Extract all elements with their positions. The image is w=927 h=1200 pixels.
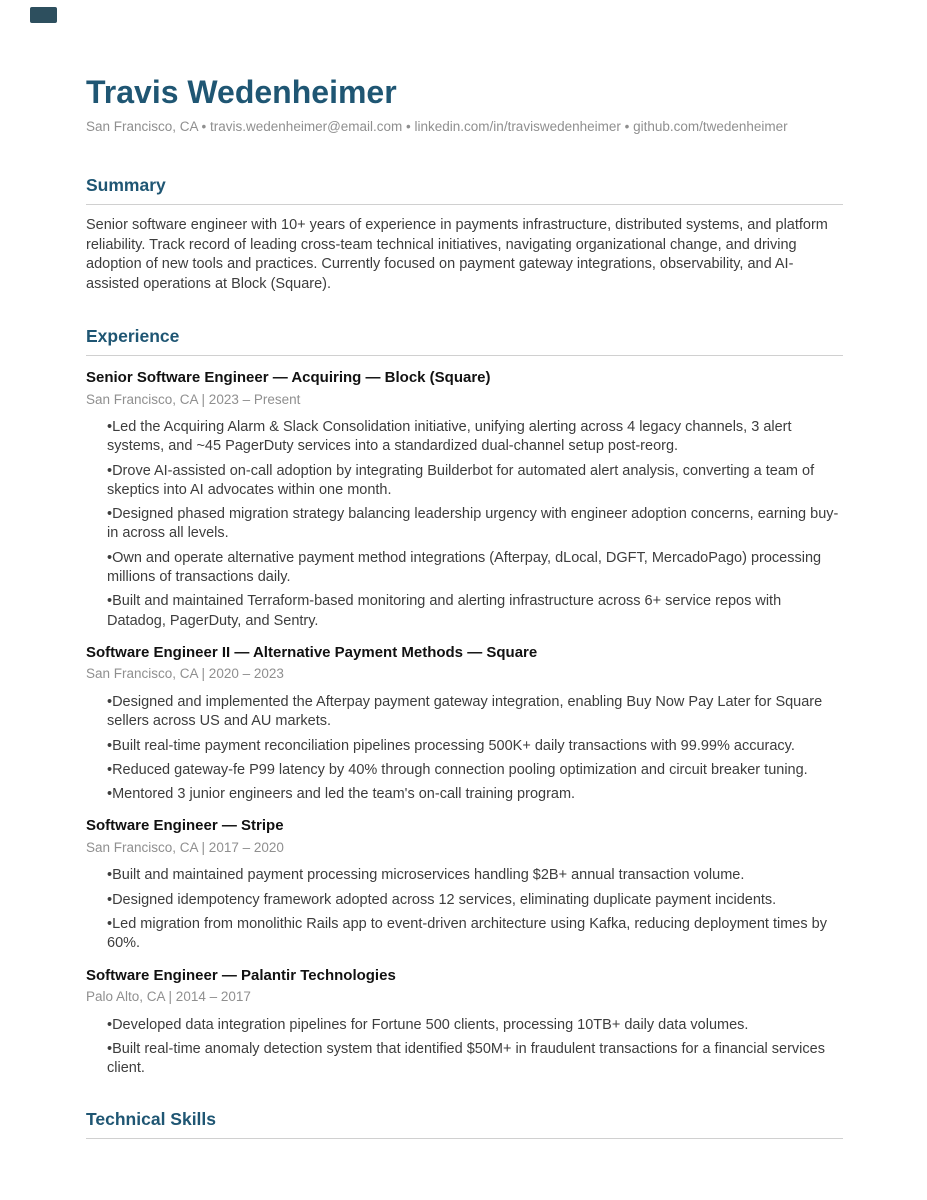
contact-line: San Francisco, CA • travis.wedenheimer@email.com • linkedin.com/in/traviswedenheimer • github.com/twedenheimer	[86, 118, 788, 134]
bullet-item: • Built real-time payment reconciliation pipelines processing 500K+ daily transactions with 99.99% accuracy.	[107, 737, 843, 756]
bullet-item: • Built and maintained payment processing microservices handling $2B+ annual transaction volume.	[107, 866, 843, 885]
job-entry	[86, 816, 843, 953]
person-name: Travis Wedenheimer	[86, 74, 397, 110]
skills-section	[86, 1109, 843, 1139]
bullet-item: • Led migration from monolithic Rails app to event-driven architecture using Kafka, reducing deployment times by 60%.	[107, 915, 843, 954]
job-entry	[86, 368, 843, 631]
summary-section	[86, 175, 843, 294]
job-title: Software Engineer II — Alternative Payment Methods — Square	[86, 643, 538, 661]
job-meta: San Francisco, CA | 2020 – 2023	[86, 666, 284, 682]
bullet-item: • Designed phased migration strategy balancing leadership urgency with engineer adoption concerns, earning buy-in across all levels.	[107, 505, 843, 544]
experience-heading: Experience	[86, 326, 843, 356]
job-title: Software Engineer — Palantir Technologies	[86, 966, 396, 984]
bullet-item: • Mentored 3 junior engineers and led the team's on-call training program.	[107, 785, 843, 804]
job-bullets	[86, 693, 843, 804]
summary-text: Senior software engineer with 10+ years of experience in payments infrastructure, distributed systems, and platform reliability. Track record of leading cross-team technical initiatives, navigating organizational change, and driving adoption of new tools and practices. Currently focused on payment gateway integrations, observability, and AI-assisted operations at Block (Square).	[86, 217, 828, 292]
job-meta: Palo Alto, CA | 2014 – 2017	[86, 989, 251, 1005]
job-entry	[86, 643, 843, 804]
job-bullets	[86, 866, 843, 953]
bullet-item: • Designed idempotency framework adopted across 12 services, eliminating duplicate payment incidents.	[107, 891, 843, 910]
summary-heading: Summary	[86, 175, 843, 205]
job-bullets	[86, 418, 843, 631]
bullet-item: • Developed data integration pipelines for Fortune 500 clients, processing 10TB+ daily data volumes.	[107, 1016, 843, 1035]
job-meta: San Francisco, CA | 2017 – 2020	[86, 839, 284, 855]
job-entry	[86, 966, 843, 1079]
job-meta: San Francisco, CA | 2023 – Present	[86, 391, 301, 407]
bullet-item: • Reduced gateway-fe P99 latency by 40% through connection pooling optimization and circuit breaker tuning.	[107, 761, 843, 780]
experience-section	[86, 326, 843, 1078]
job-title: Senior Software Engineer — Acquiring — Block (Square)	[86, 369, 491, 387]
bullet-item: • Built and maintained Terraform-based monitoring and alerting infrastructure across 6+ service repos with Datadog, PagerDuty, and Sentry.	[107, 592, 843, 631]
job-bullets	[86, 1016, 843, 1079]
bullet-item: • Designed and implemented the Afterpay payment gateway integration, enabling Buy Now Pay Later for Square sellers across US and AU markets.	[107, 693, 843, 732]
page-corner-accent	[30, 7, 57, 23]
job-title: Software Engineer — Stripe	[86, 817, 284, 835]
skills-heading: Technical Skills	[86, 1109, 843, 1139]
bullet-item: • Drove AI-assisted on-call adoption by integrating Builderbot for automated alert analysis, converting a team of skeptics into AI advocates within one month.	[107, 462, 843, 501]
bullet-item: • Built real-time anomaly detection system that identified $50M+ in fraudulent transactions for a financial services client.	[107, 1040, 843, 1079]
bullet-item: • Own and operate alternative payment method integrations (Afterpay, dLocal, DGFT, MercadoPago) processing millions of transactions daily.	[107, 549, 843, 588]
bullet-item: • Led the Acquiring Alarm & Slack Consolidation initiative, unifying alerting across 4 legacy channels, 3 alert systems, and ~45 PagerDuty services into a standardized dual-channel setup post-reorg.	[107, 418, 843, 457]
